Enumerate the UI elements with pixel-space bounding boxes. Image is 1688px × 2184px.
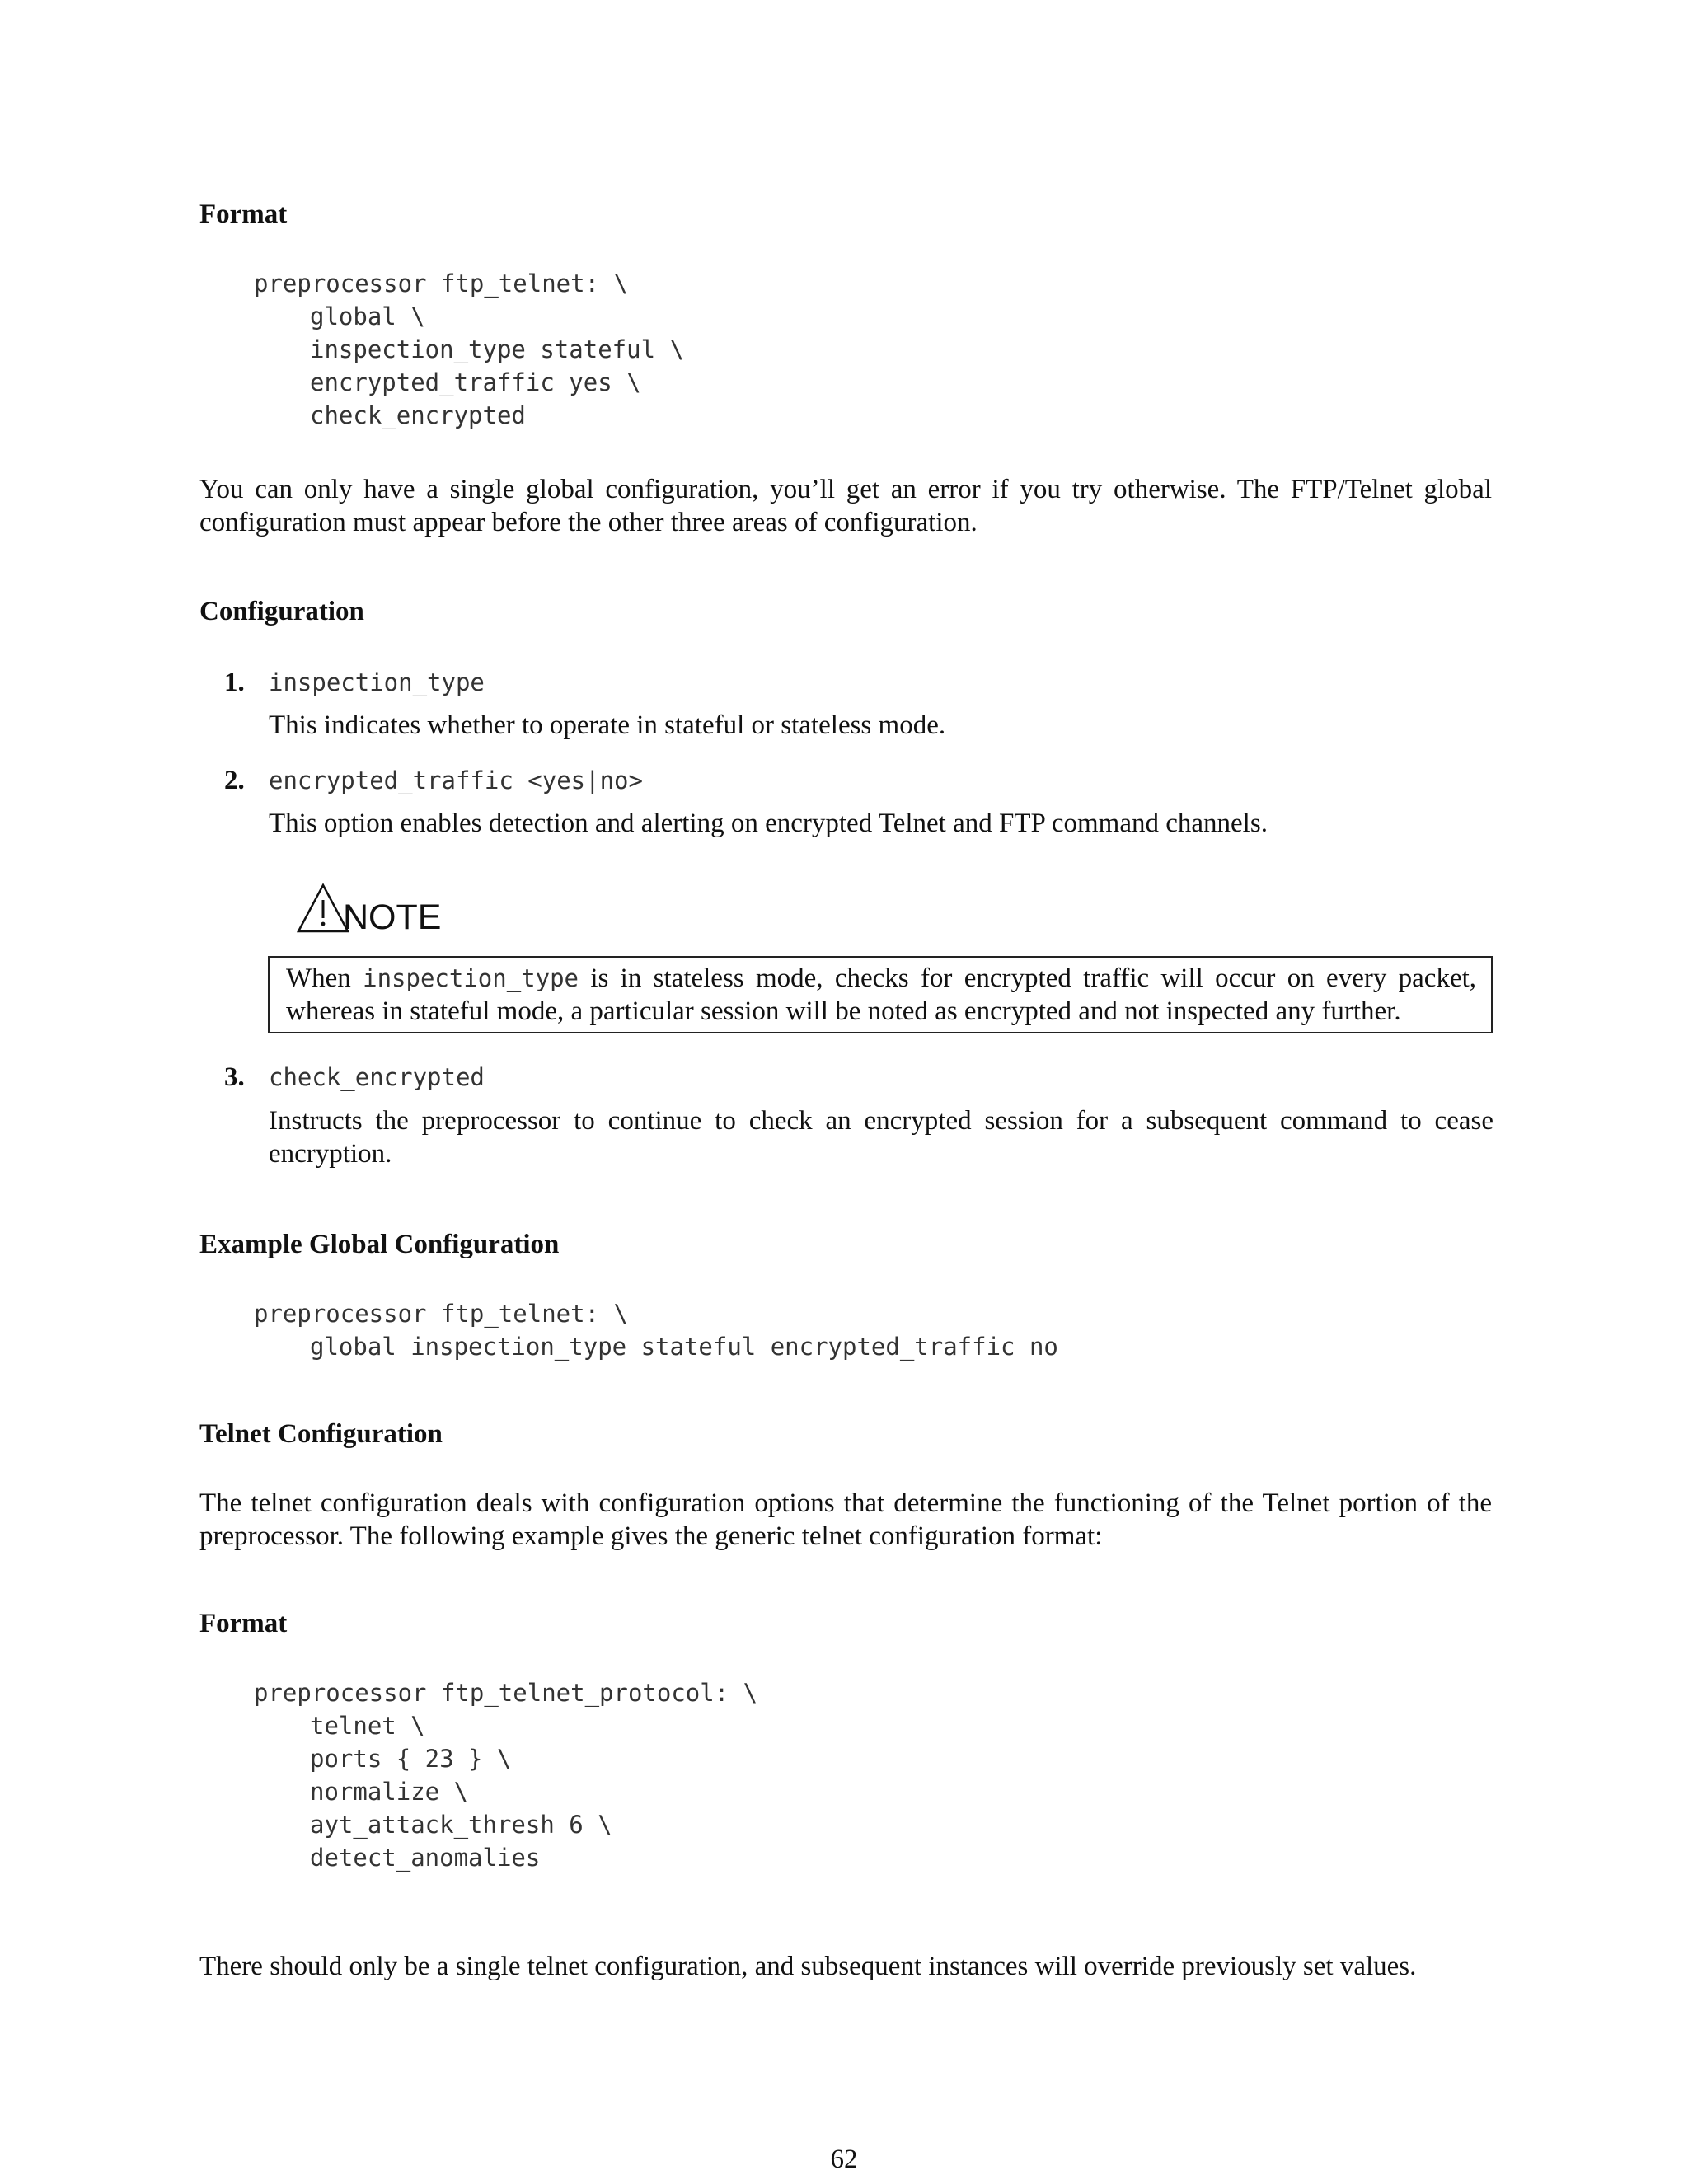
global-format-code-block <box>254 267 684 432</box>
note-header <box>297 877 441 935</box>
note-text: is in stateless mode, checks for encrypted traffic will occur on every packet, whereas in stateful mode, a particular session will be noted as encrypted and not inspected any further. <box>286 963 1477 1026</box>
code-line: ayt_attack_thresh 6 \ <box>310 1811 612 1839</box>
list-item-number: 2. <box>224 766 245 795</box>
code-line: normalize \ <box>310 1778 469 1806</box>
example-global-heading: Example Global Configuration <box>199 1230 560 1259</box>
code-line: ports { 23 } \ <box>310 1745 512 1773</box>
telnet-intro-paragraph: The telnet configuration deals with configuration options that determine the functioning of the Telnet portion of the preprocessor. The following example gives the generic telnet configuration format: <box>199 1488 1492 1551</box>
code-line: telnet \ <box>310 1712 425 1740</box>
note-box <box>268 956 1493 1033</box>
code-line: preprocessor ftp_telnet: \ <box>254 269 628 298</box>
code-line: inspection_type stateful \ <box>310 335 684 363</box>
list-item-term: encrypted_traffic <yes|no> <box>269 766 643 794</box>
list-item-number: 1. <box>224 668 245 697</box>
page-number: 62 <box>830 2144 858 2174</box>
note-text: When <box>286 963 363 993</box>
code-line: preprocessor ftp_telnet: \ <box>254 1300 628 1328</box>
code-line: global \ <box>310 302 425 330</box>
code-line: encrypted_traffic yes \ <box>310 368 641 396</box>
list-item-term: inspection_type <box>269 668 485 696</box>
global-only-paragraph: You can only have a single global configuration, you’ll get an error if you try otherwise. The FTP/Telnet global configuration must appear before the other three areas of configuration. <box>199 475 1492 537</box>
configuration-heading: Configuration <box>199 597 364 626</box>
telnet-single-paragraph: There should only be a single telnet configuration, and subsequent instances will override previously set values. <box>199 1952 1417 1981</box>
warning-triangle-icon <box>297 882 349 935</box>
list-item-number: 3. <box>224 1062 245 1092</box>
code-line: preprocessor ftp_telnet_protocol: \ <box>254 1679 758 1707</box>
note-label: NOTE <box>343 898 442 937</box>
code-line: check_encrypted <box>310 401 526 429</box>
note-inline-code: inspection_type <box>363 964 579 992</box>
code-line: global inspection_type stateful encrypted_traffic no <box>310 1333 1058 1361</box>
list-item-description: This option enables detection and alerting on encrypted Telnet and FTP command channels. <box>269 808 1268 838</box>
example-global-code-block <box>254 1297 1058 1363</box>
code-line: detect_anomalies <box>310 1844 541 1872</box>
list-item-term: check_encrypted <box>269 1063 485 1091</box>
format-heading: Format <box>199 1609 288 1638</box>
format-heading: Format <box>199 199 288 229</box>
list-item-description: Instructs the preprocessor to continue to check an encrypted session for a subsequent command to cease encryption. <box>269 1106 1493 1169</box>
telnet-config-heading: Telnet Configuration <box>199 1419 443 1449</box>
telnet-format-code-block <box>254 1676 757 1874</box>
list-item-description: This indicates whether to operate in stateful or stateless mode. <box>269 710 946 740</box>
